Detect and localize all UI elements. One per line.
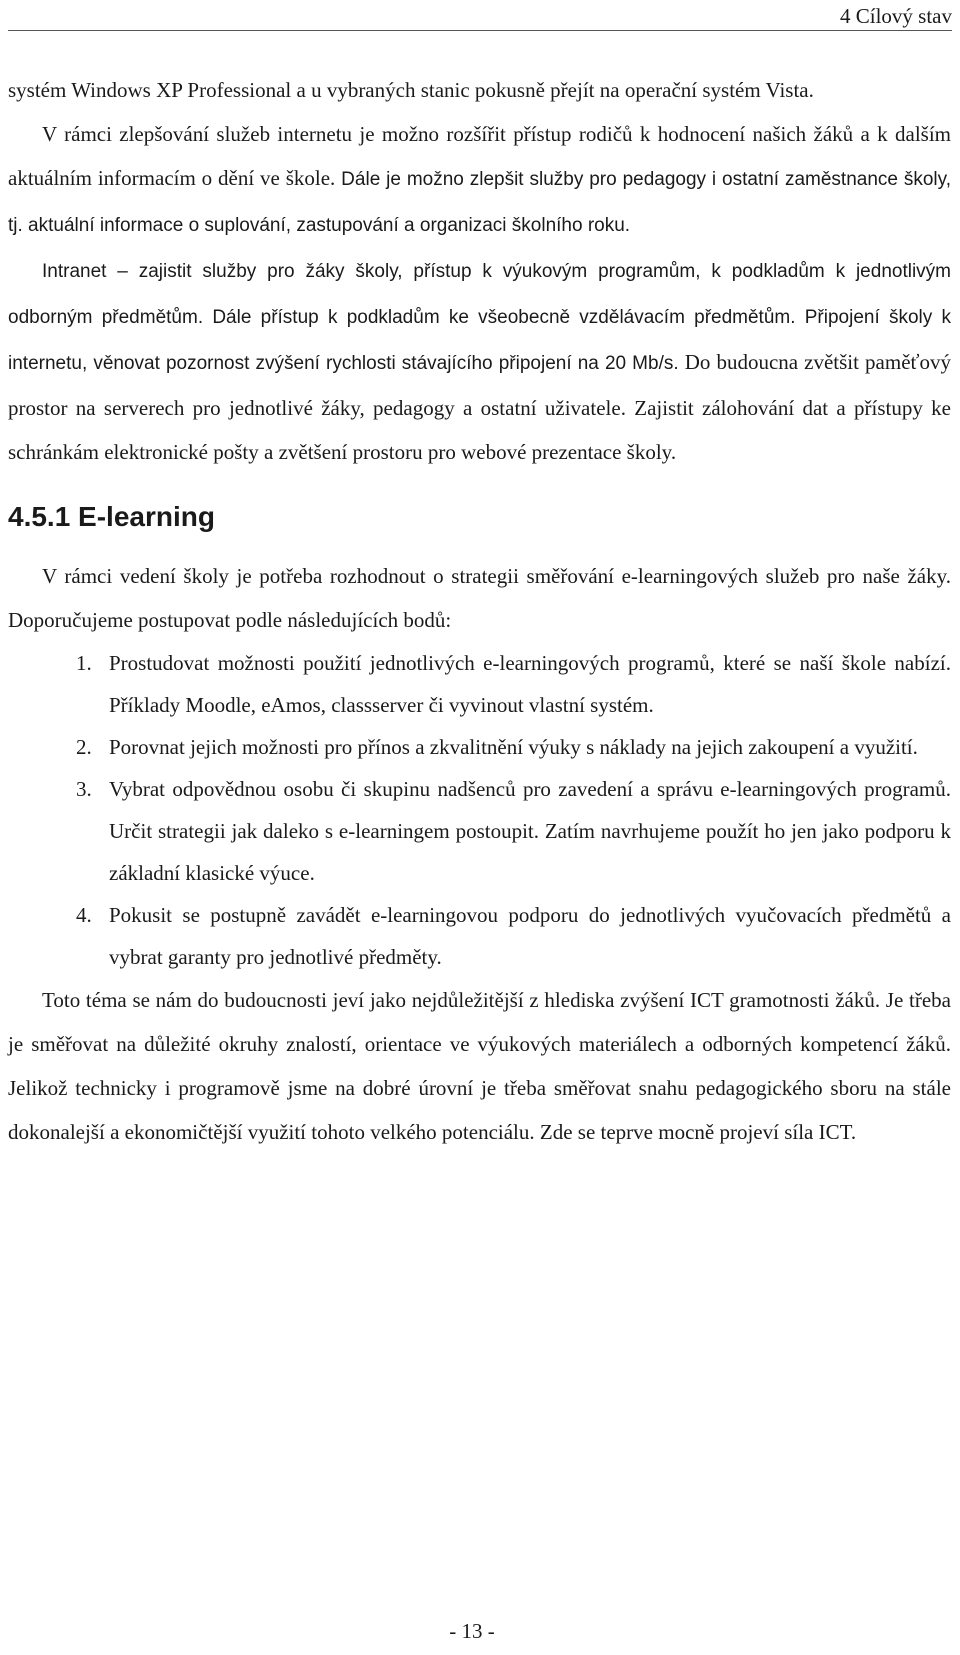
list-item-text: Porovnat jejich možnosti pro přínos a zkvalitnění výuky s náklady na jejich zakoupení a využití.	[109, 735, 918, 759]
list-item	[8, 768, 951, 894]
paragraph-intranet-part2: Do budoucna zvětšit paměťový prostor na serverech pro jednotlivé žáky, pedagogy a ostatní uživatele. Zajistit zálohování dat a přístupy ke schránkám elektronické pošty a zvětšení prostoru pro webové prezentace školy.	[8, 350, 951, 464]
chapter-title: 4 Cílový stav	[839, 4, 952, 28]
running-header	[8, 0, 952, 31]
list-item-text: Vybrat odpovědnou osobu či skupinu nadšenců pro zavedení a správu e-learningových programů. Určit strategii jak daleko s e-learningem postoupit. Zatím navrhujeme použít ho jen jako podporu k základní klasické výuce.	[109, 777, 951, 885]
paragraph-os-upgrade: systém Windows XP Professional a u vybraných stanic pokusně přejít na operační systém Vista.	[8, 78, 814, 102]
closing-paragraph: Toto téma se nám do budoucnosti jeví jako nejdůležitější z hlediska zvýšení ICT gramotnosti žáků. Je třeba je směřovat na důležité okruhy znalostí, orientace ve výukových materiálech a odborných kompetencí žáků. Jelikož technicky i programově jsme na dobré úrovní je třeba směřovat snahu pedagogického sboru na stále dokonalejší a ekonomičtější využití tohoto velkého potenciálu. Zde se teprve mocně projeví síla ICT.	[8, 988, 951, 1144]
list-item-number: 2.	[76, 735, 92, 759]
paragraph-intranet	[8, 248, 951, 474]
page-number: - 13 -	[449, 1619, 495, 1643]
list-item-text: Pokusit se postupně zavádět e-learningovou podporu do jednotlivých vyučovacích předmětů a vybrat garanty pro jednotlivé předměty.	[109, 903, 951, 969]
list-item-number: 4.	[76, 903, 92, 927]
paragraph-internet-services-part1: V rámci zlepšování služeb internetu je možno rozšířit přístup rodičů k hodnocení našich žáků a k dalším aktuálním informacím o dění ve škole.	[8, 122, 951, 190]
paragraph-internet-services-part2: Dále je možno zlepšit služby pro pedagogy i ostatní zaměstnance školy, tj. aktuální informace o suplování, zastupování a organizaci školního roku.	[8, 169, 951, 236]
section-intro: V rámci vedení školy je potřeba rozhodnout o strategii směřování e-learningových služeb pro naše žáky. Doporučujeme postupovat podle následujících bodů:	[8, 564, 951, 632]
paragraph-intranet-part1: Intranet – zajistit služby pro žáky školy, přístup k výukovým programům, k podkladům k jednotlivým odborným předmětům. Dále přístup k podkladům ke všeobecně vzdělávacím předmětům. Připojení školy k internetu, věnovat pozornost zvýšení rychlosti stávajícího připojení na 20 Mb/s.	[8, 261, 951, 374]
list-item-text: Prostudovat možnosti použití jednotlivých e-learningových programů, které se naší škole nabízí. Příklady Moodle, eAmos, classserver či vyvinout vlastní systém.	[109, 651, 951, 717]
paragraph-internet-services	[8, 112, 951, 248]
list-item-number: 1.	[76, 651, 92, 675]
page-body	[8, 68, 951, 1154]
list-item-number: 3.	[76, 777, 92, 801]
list-item	[8, 642, 951, 726]
steps-list	[8, 642, 951, 978]
section-heading: 4.5.1 E-learning	[8, 501, 215, 532]
list-item	[8, 894, 951, 978]
list-item	[8, 726, 951, 768]
